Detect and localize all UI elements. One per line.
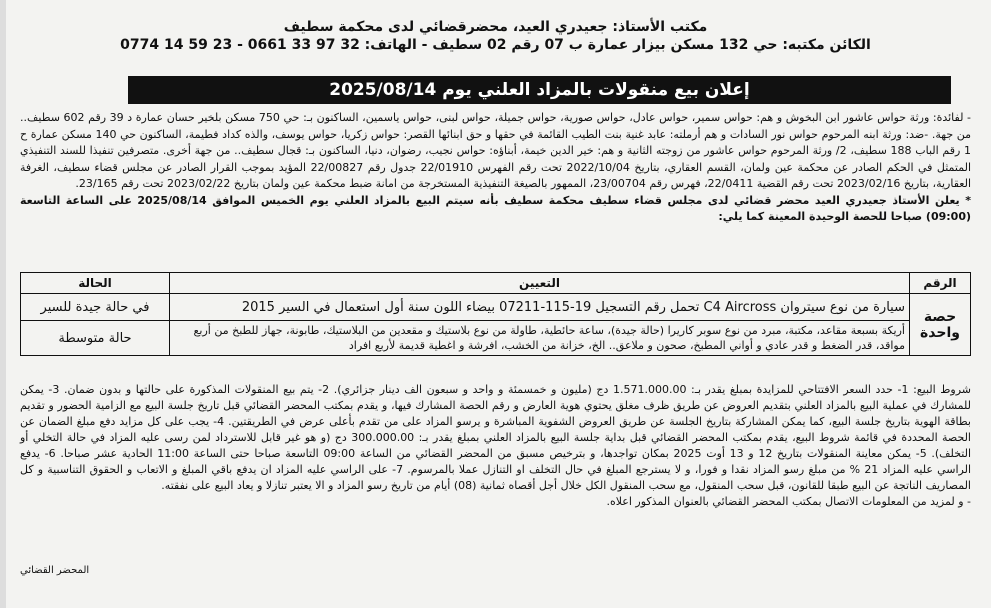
office-name: مكتب الأستاذ: جعيدري العيد، محضرقضائي لدى محكمة سطيف	[283, 19, 708, 35]
col-state-header: الحالة	[21, 273, 170, 294]
sale-conditions	[20, 382, 971, 510]
conditions-text: شروط البيع: 1- حدد السعر الافتتاحي للمزايدة بمبلغ يقدر بـ: 1.571.000.00 دج (مليون و خمسمئة و واحد و سبعون الف دينار جزائري). 2- يتم بيع المنقولات المذكورة على حالتها و بدون ضمان. 3- يمكن للمشارك في عملية البيع بالمزاد العلني بتقديم العروض عن طريق ظرف مغلق يحتوي هوية العارض و رقم الحصة المشارك فيها، و يقدم بمكتب المحضر القضائي قبل تاريخ جلسة البيع مع الزامية الحضور و تقديم بطاقة الهوية بتاريخ جلسة البيع، كما يمكن المشاركة بتاريخ الجلسة عن طريق العروض الشفوية المباشرة و يرسو المزاد على من تقدم بأعلى عرض في الطريقتين. 4- يجب على كل مزايد دفع مبلغ الضمان عن الحصة المحددة في قائمة شروط البيع، يقدم بمكتب المحضر القضائي قبل بداية جلسة البيع بالمزاد العلني بمبلغ يقدر بـ: 300.000.00 دج (و هو غير قابل للاسترداد لمن رسى عليه المزاد في حالة التخلي أو التخلف). 5- يمكن معاينة المنقولات بتاريخ 12 و 13 أوت 2025 بمكان تواجدها، و بترخيص مسبق من المحضر القضائي من الساعة 09:00 التاسعة صباحا حتى الساعة 11:00 الحادية عشر صباحا. 6- يدفع الراسي عليه المزاد 21 % من مبلغ رسو المزاد نقدا و فورا، و لا يسترجع المبلغ في حال التخلف او التنازل عملا بالمرسوم. 7- على الراسي عليه المزاد ان يدفع باقي المبلغ و الاتعاب و الحقوق التناسبية و كل المصاريف الناتجة عن البيع طبقا للقانون، قبل سحب المنقول، مع سحب المنقول الكل خلال أجل أقصاه ثمانية (08) أيام من تاريخ رسو المزاد و الا يعتبر تنازلا و يعاد البيع على نفقته.	[20, 383, 972, 492]
item-description: أريكة بسبعة مقاعد، مكتبة، مبرد من نوع سوبر كاريرا (حالة جيدة)، ساعة حائطية، طاولة من نوع بلاستيك و مقعدين من البلاستيك، طابونة، جهاز للطبخ من أربع مواقد، قدر الضغط و قدر عادي و أواني المطبخ، صحون و ملاعق.. الخ، خزانة من الخشب، افرشة و اغطية قديمة لأربع افراد	[170, 321, 910, 356]
lot-cell: حصة واحدة	[910, 294, 971, 356]
table-row	[21, 321, 971, 356]
table-header-row	[21, 273, 971, 294]
signature-label: المحضر القضائي	[20, 565, 90, 576]
item-description: سيارة من نوع سيتروان C4 Aircross تحمل رقم التسجيل 19-115-07211 بيضاء اللون سنة أول استعمال في السير 2015	[170, 294, 910, 321]
col-number-header: الرقم	[910, 273, 971, 294]
table-row	[21, 294, 971, 321]
notice-body	[20, 110, 971, 226]
col-description-header: التعيين	[170, 273, 910, 294]
notice-title: إعلان بيع منقولات بالمزاد العلني يوم 2025/08/14	[128, 76, 951, 104]
announcement-paragraph: * يعلن الأستاذ جعيدري العيد محضر قضائي لدى مجلس قضاء سطيف محكمة سطيف بأنه سيتم البيع بالمزاد العلني يوم الخميس الموافق 2025/08/14 على الساعة التاسعة (09:00) صباحا للحصة الوحيدة المعينة كما يلي:	[20, 193, 971, 223]
office-header	[120, 18, 871, 54]
parties-paragraph: - لفائدة: ورثة حواس عاشور ابن البخوش و هم: حواس سمير، حواس عادل، حواس صورية، حواس جميلة، حواس لبنى، حواس ياسمين، الساكنون بـ: حي 750 مسكن بلخير حسان عمارة د 39 رقم 602 سطيف.. من جهة. -ضد: ورثة ابنه المرحوم حواس نور السادات و هم أرملته: عابد غنية بنت الطيب القائمة في حقها و حق ابنائها القصر: حواس زكريا، حواس يوسف، والذه كداد فطيمة، الساكنون حي 140 مسكن عمارة ح 1 رقم الباب 188 سطيف، 2/ ورثة المرحوم حواس عاشور من زوجته الثانية و هم: خير الدين خيمة، أبناؤه: حواس نجيب، رضوان، دنيا، الساكنون بـ: قجال سطيف.. من جهة أخرى. متصرفين تنفيذا للسند التنفيذي المتمثل في الحكم الصادر عن محكمة عين ولمان، القسم العقاري، بتاريخ 2022/10/04 تحت رقم الفهرس 22/01910 جدول رقم 22/00827 المؤيد بموجب القرار الصادر عن مجلس قضاء سطيف، الغرفة العقارية، بتاريخ 2023/02/16 تحت رقم القضية 22/0411، فهرس رقم 23/00704، الممهور بالصيغة التنفيذية المستخرجة من امانة ضبط محكمة عين ولمان بتاريخ 2023/02/22 تحت رقم 23/165.	[20, 111, 972, 190]
contact-note: - و لمزيد من المعلومات الاتصال بمكتب المحضر القضائي بالعنوان المذكور اعلاه.	[606, 495, 971, 508]
item-state: في حالة جيدة للسير	[21, 294, 170, 321]
items-table	[20, 272, 971, 356]
page-edge	[0, 0, 6, 608]
office-address: الكائن مكتبه: حي 132 مسكن بيزار عمارة ب 07 رقم 02 سطيف - الهاتف: 32 97 33 0661 - 23 59 14 0774	[120, 37, 871, 53]
item-state: حالة متوسطة	[21, 321, 170, 356]
